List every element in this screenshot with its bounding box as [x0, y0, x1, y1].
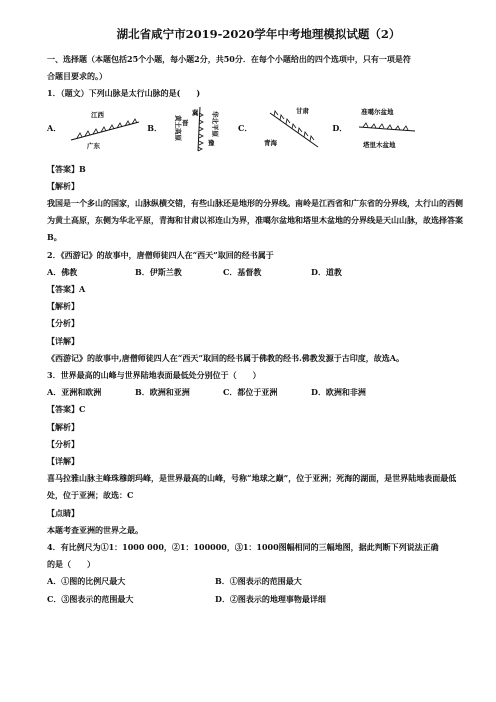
mountain-range-d-icon [355, 105, 435, 153]
q1-option-c-label: C． [237, 123, 253, 134]
q2-analysis-heading: 【解析】 [47, 301, 79, 312]
q3-option-a: A．亚洲和欧洲 [47, 387, 102, 398]
mountain-range-b-icon [170, 105, 232, 153]
q3-comment-text: 本题考查亚洲的世界之最。 [47, 524, 143, 535]
q1-answer: 【答案】B [47, 163, 86, 174]
q1-option-c [238, 105, 326, 153]
q1-option-b-label: B． [147, 123, 162, 134]
q3-option-c: C．都位于亚洲 [223, 387, 278, 398]
mountain-range-a-icon [69, 108, 141, 150]
q4-option-d: D．②图表示的地理事物最详细 [215, 593, 326, 604]
q2-detail-heading: 【详解】 [47, 335, 79, 346]
mountain-range-c-icon [260, 105, 326, 153]
q2-option-c: C．基督教 [223, 266, 262, 277]
q2-option-b: B．伊斯兰教 [135, 266, 182, 277]
q1-a-place-1: 江西 [91, 110, 105, 119]
page-title: 湖北省咸宁市2019-2020学年中考地理模拟试题（2） [116, 27, 401, 41]
q1-stem: 1．（题文）下列山脉是太行山脉的是( ) [47, 88, 201, 99]
q1-figure-options [47, 105, 470, 153]
q1-option-a-label: A． [47, 123, 62, 134]
q3-option-d: D．欧洲和非洲 [311, 387, 366, 398]
q3-options [47, 384, 470, 401]
q1-option-b [147, 105, 232, 153]
q1-analysis-heading: 【解析】 [47, 180, 79, 191]
q1-analysis-text: 我国是一个多山的国家，山脉纵横交错，有些山脉还是地形的分界线。南岭是江西省和广东省的分界线，太行山的西侧为黄土高原，东侧为华北平原，青海和甘肃以祁连山为界，准噶尔盆地和塔里木盆地的分界线是天山山脉，故选择答案B。 [47, 198, 463, 243]
q2-answer: 【答案】A [47, 284, 86, 295]
q1-d-place-1: 准噶尔盆地 [361, 107, 394, 116]
q4-options-row2 [47, 591, 470, 608]
q4-option-c: C．③图表示的范围最大 [47, 593, 134, 604]
q3-stem: 3．世界最高的山峰与世界陆地表面最低处分别位于（ ） [47, 370, 261, 381]
q3-answer: 【答案】C [47, 404, 86, 415]
q3-detail-text: 喜马拉雅山脉主峰珠穆朗玛峰，是世界最高的山峰，号称“地球之巅”，位于亚洲；死海的湖面，是世界陆地表面最低处，位于亚洲；故选：C [47, 473, 457, 501]
q1-option-a [47, 108, 141, 150]
q1-c-place-1: 甘肃 [296, 106, 310, 115]
q1-b-place-3: 豫 [207, 138, 215, 147]
q3-detail-heading: 【详解】 [47, 456, 79, 467]
q2-options [47, 264, 470, 281]
q4-stem-line1: 4．有比例尺为①1：1000 000，②1：100000，③1：1000图幅相同的三幅地图，据此判断下列说法正确 [47, 542, 439, 553]
q3-fenxi-heading: 【分析】 [47, 438, 79, 449]
q1-option-d [332, 105, 435, 153]
q4-options-row1 [47, 573, 470, 590]
q1-b-place-4: 华北平原 [210, 110, 219, 137]
section-instruction-line1: 一、选择题（本题包括25个小题，每小题2分，共50分．在每个小题给出的四个选项中，只有一项是符 [47, 54, 411, 64]
q2-option-a: A．佛教 [47, 266, 78, 277]
q3-analysis-heading: 【解析】 [47, 421, 79, 432]
q3-comment-heading: 【点睛】 [47, 507, 79, 518]
q3-option-b: B．欧洲和亚洲 [135, 387, 190, 398]
q1-b-place-5: 黄土高原 [173, 114, 182, 141]
q1-option-d-label: D． [332, 123, 348, 134]
q2-option-d: D．道教 [311, 266, 342, 277]
q4-option-b: B．①图表示的范围最大 [215, 576, 302, 587]
q2-detail-text: 《西游记》的故事中,唐僧师徒四人在“西天”取回的经书属于佛教的经书.佛教发源于古印度，故选A。 [47, 352, 404, 363]
q4-stem-line2: 的是（ ） [47, 559, 95, 570]
q1-b-place-2: 晋 [181, 118, 189, 127]
q2-fenxi-heading: 【分析】 [47, 318, 79, 329]
section-instruction-line2: 合题目要求的。） [47, 71, 107, 82]
q4-option-a: A．①图的比例尺最大 [47, 576, 126, 587]
q2-stem: 2．《西游记》的故事中，唐僧师徒四人在“西天”取回的经书属于 [47, 249, 274, 260]
q1-c-place-2: 青海 [264, 138, 278, 147]
q1-d-place-2: 塔里木盆地 [363, 140, 396, 149]
q1-b-place-1: 冀 [191, 108, 199, 117]
q1-a-place-2: 广东 [87, 141, 101, 150]
